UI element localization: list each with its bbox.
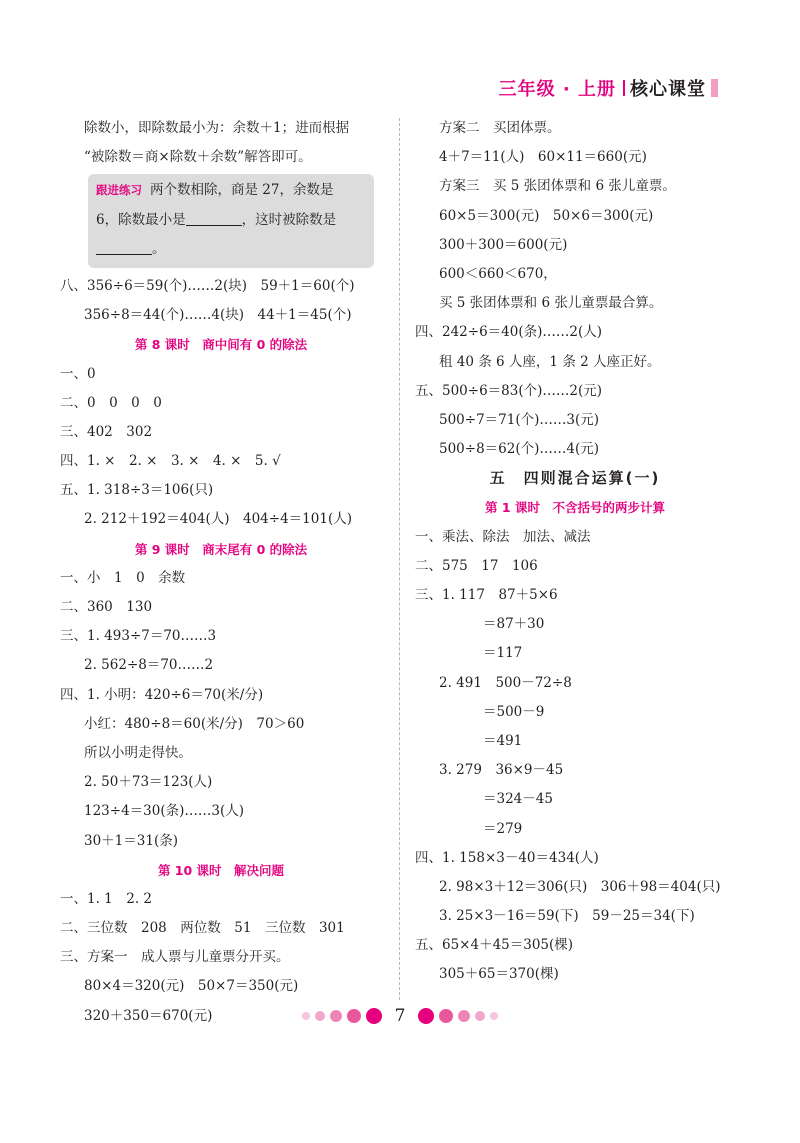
answer-line: 四、1. × 2. × 3. × 4. × 5. √ <box>60 453 281 470</box>
answer-line: 2. 98×3＋12＝306(只) 306＋98＝404(只) <box>439 878 721 895</box>
answer-blank <box>96 240 152 255</box>
dot <box>366 1008 382 1024</box>
answer-line: 2. 212＋192＝404(人) 404÷4＝101(人) <box>84 511 352 528</box>
answer-line: 三、402 302 <box>60 423 153 440</box>
answer-line: 四、1. 158×3－40＝434(人) <box>415 849 599 866</box>
answer-line: 一、0 <box>60 365 96 382</box>
dot <box>418 1008 434 1024</box>
dot <box>458 1010 470 1022</box>
text-line: 除数小，即除数最小为：余数＋1；进而根据 <box>84 120 350 136</box>
page-header <box>499 74 706 102</box>
section-heading: 第 9 课时 商末尾有 0 的除法 <box>134 541 308 557</box>
dot <box>439 1009 453 1023</box>
answer-line: 租 40 条 6 人座，1 条 2 人座正好。 <box>439 353 661 370</box>
dot <box>490 1012 498 1020</box>
answer-line: 二、360 130 <box>60 599 153 615</box>
answer-line: 四、1. 小明：420÷6＝70(米/分) <box>60 686 264 703</box>
answer-line: 2. 491 500－72÷8 <box>439 674 572 691</box>
practice-text: 6，除数最小是 <box>96 211 186 228</box>
answer-line: 买 5 张团体票和 6 张儿童票最合算。 <box>439 295 663 312</box>
answer-line: 一、小 1 0 余数 <box>60 569 186 586</box>
chapter-heading: 五 四则混合运算(一) <box>489 469 661 488</box>
answer-line: 30＋1＝31(条) <box>84 832 178 849</box>
answer-line: 三、方案一 成人票与儿童票分开买。 <box>60 949 290 966</box>
practice-box <box>88 174 374 268</box>
answer-line: ＝279 <box>483 820 523 837</box>
answer-line: 小红：480÷8＝60(米/分) 70＞60 <box>84 715 305 732</box>
answer-line: 五、500÷6＝83(个)……2(元) <box>415 382 603 399</box>
section-heading: 第 1 课时 不含括号的两步计算 <box>485 500 665 516</box>
answer-line: 4＋7＝11(人) 60×11＝660(元) <box>439 149 647 166</box>
answer-line: 3. 279 36×9－45 <box>439 762 564 779</box>
text-line: “被除数＝商×除数＋余数”解答即可。 <box>84 149 312 166</box>
answer-line: 五、65×4＋45＝305(棵) <box>415 937 574 954</box>
answer-line: 356÷8＝44(个)……4(块) 44＋1＝45(个) <box>84 307 352 324</box>
answer-line: 3. 25×3－16＝59(下) 59－25＝34(下) <box>439 908 695 925</box>
column-divider <box>399 118 400 1000</box>
dot <box>475 1011 485 1021</box>
answer-line: ＝87＋30 <box>483 616 545 633</box>
answer-line: ＝324－45 <box>483 791 553 808</box>
answer-line: 二、575 17 106 <box>415 557 538 574</box>
answer-line: 2. 50＋73＝123(人) <box>84 774 213 791</box>
answer-line: 305＋65＝370(棵) <box>439 966 559 983</box>
answer-line: 二、0 0 0 0 <box>60 394 162 411</box>
header-separator <box>623 80 625 96</box>
page-number: 7 <box>394 1006 406 1026</box>
answer-blank <box>186 211 242 226</box>
answer-line: 五、1. 318÷3＝106(只) <box>60 482 214 499</box>
answer-line: 一、乘法、除法 加法、减法 <box>415 528 591 545</box>
answer-line: 80×4＝320(元) 50×7＝350(元) <box>84 978 299 995</box>
practice-text: 。 <box>152 240 166 257</box>
answer-line: ＝500－9 <box>483 703 545 720</box>
answer-line: ＝491 <box>483 732 523 749</box>
answer-line: 500÷7＝71(个)……3(元) <box>439 411 600 428</box>
answer-line: 三、1. 117 87＋5×6 <box>415 587 558 603</box>
answer-line: 二、三位数 208 两位数 51 三位数 301 <box>60 920 345 937</box>
answer-line: ＝117 <box>483 645 523 662</box>
answer-line: 四、242÷6＝40(条)……2(人) <box>415 324 603 341</box>
header-grade: 三年级 · 上册 <box>498 79 616 100</box>
answer-line: 300＋300＝600(元) <box>439 236 568 253</box>
answer-line: 一、1. 1 2. 2 <box>60 890 153 907</box>
answer-line: 123÷4＝30(条)……3(人) <box>84 803 245 820</box>
answer-line: 三、1. 493÷7＝70……3 <box>60 628 217 645</box>
right-column <box>415 114 735 990</box>
page-footer <box>0 1006 800 1026</box>
header-accent-bar <box>711 79 718 97</box>
right-dots-decoration <box>415 1008 500 1024</box>
answer-line: 2. 562÷8＝70……2 <box>84 657 214 674</box>
answer-line: 方案二 买团体票。 <box>439 120 561 136</box>
practice-text: ，这时被除数是 <box>241 211 337 228</box>
left-dots-decoration <box>300 1008 385 1024</box>
dot <box>330 1010 342 1022</box>
practice-text: 两个数相除，商是 27，余数是 <box>150 182 334 199</box>
answer-line: 方案三 买 5 张团体票和 6 张儿童票。 <box>439 178 676 195</box>
section-heading: 第 8 课时 商中间有 0 的除法 <box>134 337 308 353</box>
answer-line: 60×5＝300(元) 50×6＝300(元) <box>439 207 654 224</box>
answer-line: 500÷8＝62(个)……4(元) <box>439 441 600 458</box>
answer-line: 八、356÷6＝59(个)……2(块) 59＋1＝60(个) <box>60 277 355 294</box>
section-heading: 第 10 课时 解决问题 <box>157 862 285 878</box>
answer-line: 所以小明走得快。 <box>84 744 192 761</box>
left-column <box>60 114 382 1031</box>
dot <box>315 1011 325 1021</box>
dot <box>347 1009 361 1023</box>
answer-line: 600＜660＜670， <box>439 265 557 282</box>
dot <box>302 1012 310 1020</box>
header-title: 核心课堂 <box>630 79 706 100</box>
practice-tag: 跟进练习 <box>96 183 142 198</box>
answer-line: 320＋350＝670(元) <box>84 1007 213 1024</box>
